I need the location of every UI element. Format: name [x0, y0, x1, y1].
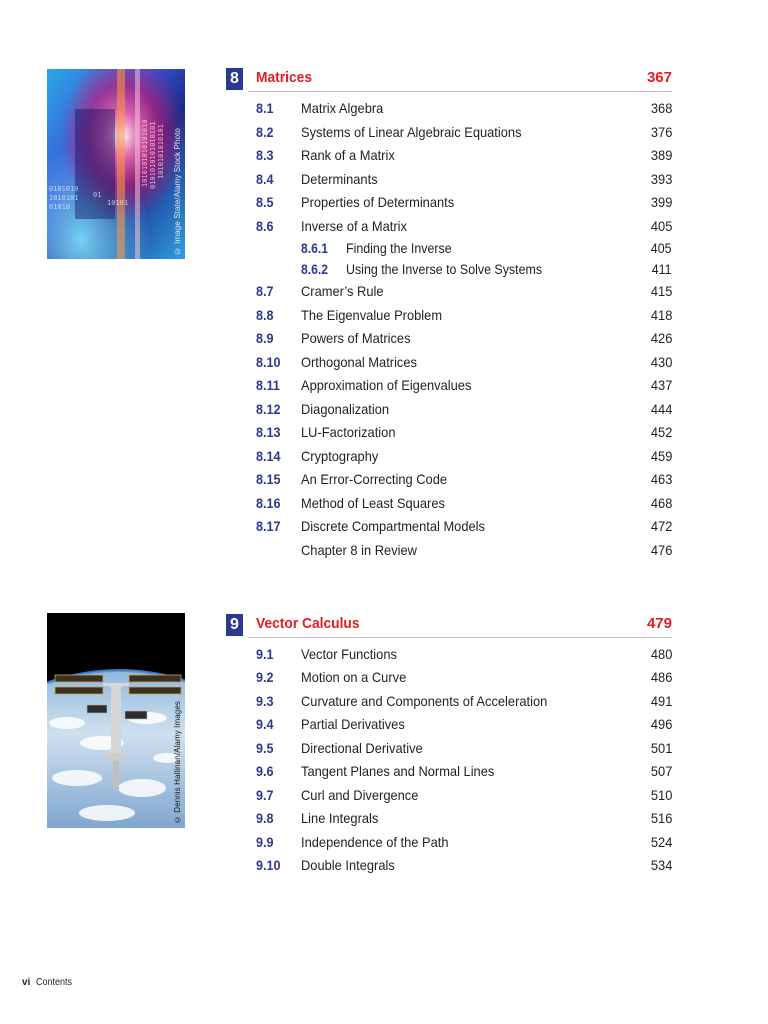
- section-number: 8.13: [256, 424, 281, 440]
- section-page: 534: [650, 857, 672, 873]
- section-page: 411: [652, 262, 672, 277]
- section-number: 9.1: [256, 646, 274, 662]
- section-page: 418: [650, 307, 672, 323]
- section-page: 510: [650, 787, 672, 803]
- image-credit: © Image State/Alamy Stock Photo: [173, 127, 182, 255]
- svg-text:01010: 01010: [49, 203, 71, 211]
- toc-row[interactable]: [256, 493, 672, 513]
- toc-row[interactable]: [256, 305, 672, 325]
- section-title: The Eigenvalue Problem: [301, 307, 443, 323]
- toc-row[interactable]: [256, 422, 672, 442]
- section-title: Powers of Matrices: [301, 330, 411, 346]
- section-page: 463: [650, 471, 672, 487]
- section-number: 8.10: [256, 354, 281, 370]
- footer-page-number: vi: [22, 977, 31, 988]
- section-number: 8.12: [256, 401, 281, 417]
- section-page: 468: [650, 495, 672, 511]
- section-title: Rank of a Matrix: [301, 147, 395, 163]
- section-title: Orthogonal Matrices: [301, 354, 417, 370]
- chapter-number-badge: 8: [226, 68, 243, 90]
- section-number: 9.7: [256, 787, 274, 803]
- section-page: 376: [650, 124, 672, 140]
- section-title: Line Integrals: [301, 810, 379, 826]
- section-page: 426: [650, 330, 672, 346]
- section-page: 516: [650, 810, 672, 826]
- subsection-number: 8.6.2: [301, 262, 329, 277]
- toc-row[interactable]: [256, 375, 672, 395]
- chapter-header: [226, 614, 672, 636]
- svg-text:0101010101010101: 0101010101010101: [149, 121, 157, 189]
- chapter-title[interactable]: Vector Calculus: [256, 615, 360, 632]
- toc-row[interactable]: [256, 281, 672, 301]
- section-page: 444: [650, 401, 672, 417]
- section-number: 9.9: [256, 834, 274, 850]
- section-title: Partial Derivatives: [301, 716, 405, 732]
- section-title: Cramer’s Rule: [301, 283, 384, 299]
- toc-row[interactable]: [256, 145, 672, 165]
- chapter-title[interactable]: Matrices: [256, 69, 313, 86]
- section-page: 507: [650, 763, 672, 779]
- section-title: Matrix Algebra: [301, 100, 384, 116]
- section-number: 9.10: [256, 857, 281, 873]
- section-title: Chapter 8 in Review: [301, 542, 417, 558]
- section-number: 8.17: [256, 518, 281, 534]
- space-station-photo-icon: [47, 613, 185, 828]
- section-number: 8.14: [256, 448, 281, 464]
- section-title: Curvature and Components of Acceleration: [301, 693, 548, 709]
- chapter-8-image: [47, 69, 185, 259]
- section-page: 476: [650, 542, 672, 558]
- section-number: 9.5: [256, 740, 274, 756]
- svg-text:1010101010101010: 1010101010101010: [141, 119, 149, 187]
- section-number: 8.1: [256, 100, 274, 116]
- page-footer: [22, 976, 76, 990]
- section-number: 9.4: [256, 716, 274, 732]
- toc-row[interactable]: [256, 714, 672, 734]
- section-number: 8.6: [256, 218, 274, 234]
- section-page: 437: [650, 377, 672, 393]
- svg-text:1010101: 1010101: [49, 194, 79, 202]
- section-title: An Error-Correcting Code: [301, 471, 448, 487]
- toc-row[interactable]: [256, 832, 672, 852]
- toc-subrow[interactable]: [256, 260, 672, 280]
- section-title: Curl and Divergence: [301, 787, 419, 803]
- toc-row[interactable]: [256, 667, 672, 687]
- toc-row[interactable]: [256, 691, 672, 711]
- section-number: 9.3: [256, 693, 274, 709]
- footer-label: Contents: [36, 977, 73, 988]
- toc-row[interactable]: [256, 192, 672, 212]
- section-page: 472: [650, 518, 672, 534]
- toc-row-review[interactable]: [256, 540, 672, 560]
- subsection-title: Using the Inverse to Solve Systems: [346, 262, 543, 277]
- toc-row[interactable]: [256, 761, 672, 781]
- section-title: Cryptography: [301, 448, 379, 464]
- section-number: 9.6: [256, 763, 274, 779]
- section-title: Independence of the Path: [301, 834, 449, 850]
- section-number: 8.16: [256, 495, 281, 511]
- svg-text:01: 01: [93, 191, 102, 199]
- section-number: 8.3: [256, 147, 274, 163]
- chapter-page: 367: [646, 69, 672, 86]
- section-title: Approximation of Eigenvalues: [301, 377, 472, 393]
- section-number: 8.9: [256, 330, 274, 346]
- toc-row[interactable]: [256, 516, 672, 536]
- section-page: 524: [650, 834, 672, 850]
- section-page: 430: [650, 354, 672, 370]
- toc-subrow[interactable]: [256, 239, 672, 259]
- chapter-9-image: [47, 613, 185, 828]
- toc-row[interactable]: [256, 399, 672, 419]
- section-number: 8.7: [256, 283, 274, 299]
- section-number: 8.2: [256, 124, 274, 140]
- svg-text:0101010: 0101010: [49, 185, 79, 193]
- toc-row[interactable]: [256, 328, 672, 348]
- svg-text:1010101010101: 1010101010101: [157, 124, 165, 179]
- toc-row[interactable]: [256, 216, 672, 236]
- section-page: 405: [650, 218, 672, 234]
- section-number: 8.8: [256, 307, 274, 323]
- chapter-number-badge: 9: [226, 614, 243, 636]
- toc-row[interactable]: [256, 469, 672, 489]
- section-page: 399: [650, 194, 672, 210]
- section-title: Vector Functions: [301, 646, 397, 662]
- section-page: 486: [650, 669, 672, 685]
- section-page: 480: [650, 646, 672, 662]
- toc-row[interactable]: [256, 855, 672, 875]
- section-page: 389: [650, 147, 672, 163]
- section-title: Properties of Determinants: [301, 194, 455, 210]
- section-page: 496: [650, 716, 672, 732]
- section-number: 9.8: [256, 810, 274, 826]
- section-title: Method of Least Squares: [301, 495, 445, 511]
- toc-row[interactable]: [256, 446, 672, 466]
- toc-row[interactable]: [256, 644, 672, 664]
- toc-row[interactable]: [256, 738, 672, 758]
- section-page: 491: [650, 693, 672, 709]
- subsection-title: Finding the Inverse: [346, 241, 452, 256]
- chapter-header: [226, 68, 672, 90]
- section-title: Discrete Compartmental Models: [301, 518, 485, 534]
- section-page: 501: [650, 740, 672, 756]
- chapter-page: 479: [646, 615, 672, 632]
- section-title: Tangent Planes and Normal Lines: [301, 763, 495, 779]
- section-title: Directional Derivative: [301, 740, 423, 756]
- section-title: Double Integrals: [301, 857, 395, 873]
- toc-row[interactable]: [256, 785, 672, 805]
- section-number: 9.2: [256, 669, 274, 685]
- toc-row[interactable]: [256, 352, 672, 372]
- chapter-divider: [248, 637, 672, 638]
- section-page: 393: [650, 171, 672, 187]
- section-title: Motion on a Curve: [301, 669, 407, 685]
- section-title: Inverse of a Matrix: [301, 218, 407, 234]
- section-number: 8.5: [256, 194, 274, 210]
- section-title: LU-Factorization: [301, 424, 396, 440]
- binary-code-photo-icon: [47, 69, 185, 259]
- toc-row[interactable]: [256, 122, 672, 142]
- section-page: 459: [650, 448, 672, 464]
- section-number: 8.11: [256, 377, 280, 393]
- toc-row[interactable]: [256, 98, 672, 118]
- toc-row[interactable]: [256, 808, 672, 828]
- section-page: 415: [650, 283, 672, 299]
- subsection-number: 8.6.1: [301, 241, 329, 256]
- image-credit: © Dennis Hallinan/Alamy Images: [173, 700, 182, 824]
- section-title: Determinants: [301, 171, 378, 187]
- toc-row[interactable]: [256, 169, 672, 189]
- section-page: 405: [651, 241, 672, 256]
- section-page: 368: [650, 100, 672, 116]
- section-number: 8.4: [256, 171, 274, 187]
- svg-text:10101: 10101: [107, 199, 129, 207]
- section-title: Diagonalization: [301, 401, 390, 417]
- chapter-divider: [248, 91, 672, 92]
- section-number: 8.15: [256, 471, 281, 487]
- section-page: 452: [650, 424, 672, 440]
- section-title: Systems of Linear Algebraic Equations: [301, 124, 522, 140]
